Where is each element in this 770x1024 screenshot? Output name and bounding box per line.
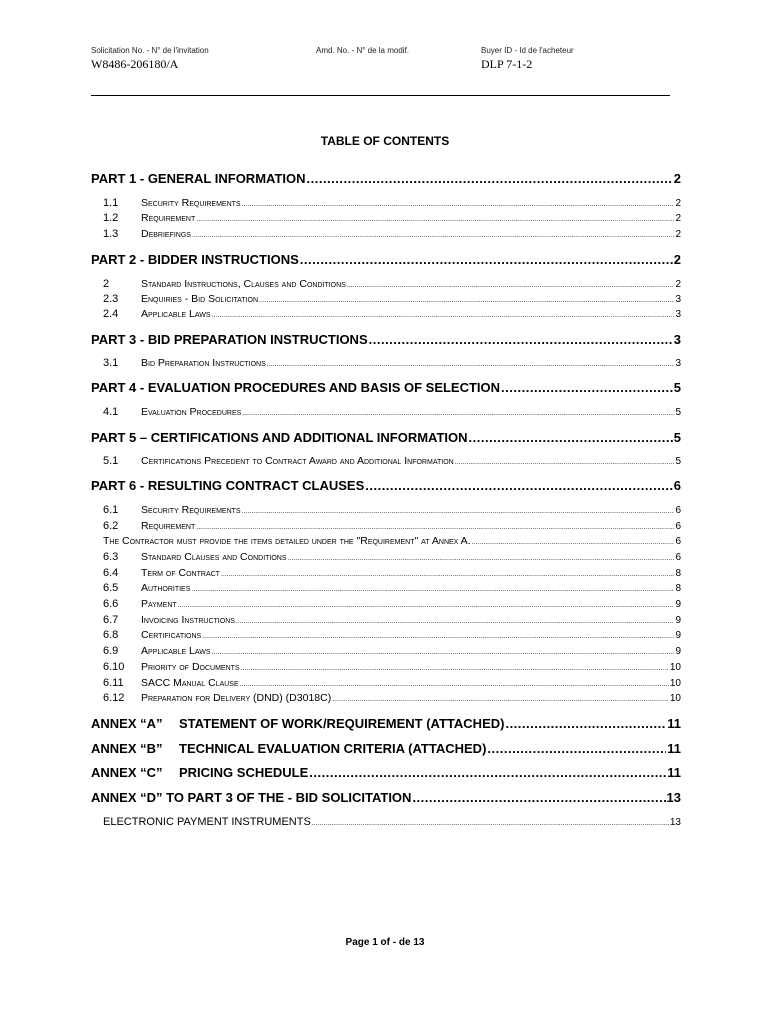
toc-entry-title: Standard Instructions, Clauses and Conditions (141, 278, 346, 290)
leader-dots (469, 430, 673, 445)
toc-annex-c[interactable] (91, 765, 681, 780)
toc-page-number: 2 (673, 171, 681, 186)
toc-entry-1-2[interactable] (91, 212, 681, 224)
toc-page-number: 2 (675, 198, 681, 209)
leader-dots (501, 380, 673, 395)
toc-entry-title: ELECTRONIC PAYMENT INSTRUMENTS (103, 816, 311, 828)
leader-dots (412, 790, 665, 805)
toc-entry-6-4[interactable] (91, 567, 681, 579)
toc-page-number: 13 (669, 817, 681, 828)
leader-dots (332, 696, 669, 703)
toc-page-number: 5 (675, 407, 681, 418)
toc-entry-number: 6.3 (103, 551, 119, 563)
leader-dots (267, 361, 675, 368)
toc-entry-2-3[interactable] (91, 293, 681, 305)
toc-page-number: 6 (673, 478, 681, 493)
toc-entry-4-1[interactable] (91, 406, 681, 418)
toc-entry-6-12[interactable] (91, 692, 681, 704)
toc-entry-number: 1.3 (103, 228, 119, 240)
toc-page-number: 2 (675, 213, 681, 224)
toc-part-title: PART 6 - RESULTING CONTRACT CLAUSES (91, 478, 365, 493)
toc-page-number: 5 (673, 380, 681, 395)
toc-entry-title: Standard Clauses and Conditions (141, 551, 287, 563)
toc-annex-a[interactable] (91, 716, 681, 731)
toc-page-number: 3 (673, 332, 681, 347)
toc-page-number: 6 (675, 552, 681, 563)
toc-entry-title: Authorities (141, 582, 191, 594)
toc-annex-title: PRICING SCHEDULE (179, 765, 309, 780)
toc-entry-number: 6.4 (103, 567, 119, 579)
toc-entry-6-2[interactable] (91, 520, 681, 532)
toc-page-number: 2 (675, 229, 681, 240)
amendment-label: Amd. No. - N° de la modif. (316, 46, 410, 55)
leader-dots (221, 571, 674, 578)
toc-annex-b[interactable] (91, 741, 681, 756)
toc-entry-number: 2.3 (103, 293, 119, 305)
leader-dots (242, 508, 675, 515)
solicitation-label: Solicitation No. - N° de l'invitation (91, 46, 209, 55)
buyer-id: DLP 7-1-2 (481, 57, 533, 71)
toc-entry-number: 6.6 (103, 598, 119, 610)
toc-page-number: 8 (675, 568, 681, 579)
leader-dots (309, 765, 666, 780)
toc-entry-title: Payment (141, 598, 177, 610)
header-divider (91, 95, 670, 96)
toc-page-number: 8 (675, 583, 681, 594)
toc-entry-number: 6.9 (103, 645, 119, 657)
toc-page-number: 3 (675, 294, 681, 305)
leader-dots (288, 555, 675, 562)
toc-entry-title: Evaluation Procedures (141, 406, 242, 418)
toc-part-title: PART 3 - BID PREPARATION INSTRUCTIONS (91, 332, 368, 347)
toc-entry-6-10[interactable] (91, 661, 681, 673)
toc-entry-5-1[interactable] (91, 455, 681, 467)
leader-dots (312, 820, 669, 827)
toc-entry-title: Requirement (141, 520, 196, 532)
toc-title: TABLE OF CONTENTS (320, 134, 450, 148)
leader-dots (196, 216, 674, 223)
toc-entry-title: Bid Preparation Instructions (141, 357, 266, 369)
toc-entry-title: Applicable Laws (141, 308, 211, 320)
toc-entry-title: Invoicing Instructions (141, 614, 235, 626)
toc-annex-title: STATEMENT OF WORK/REQUIREMENT (ATTACHED) (179, 716, 505, 731)
solicitation-number: W8486-206180/A (91, 57, 179, 71)
toc-page-number: 11 (667, 765, 681, 780)
toc-entry-number: 5.1 (103, 455, 119, 467)
toc-annex-title: ANNEX “D” TO PART 3 OF THE - BID SOLICITATION (91, 790, 412, 805)
toc-entry-title: Certifications Precedent to Contract Award and Additional Information (141, 455, 454, 467)
toc-entry-number: 1.1 (103, 197, 119, 209)
leader-dots (472, 539, 675, 546)
leader-dots (487, 741, 666, 756)
toc-annex-label: ANNEX “C” (91, 765, 163, 780)
toc-entry-number: 6.2 (103, 520, 119, 532)
toc-entry-6-3[interactable] (91, 551, 681, 563)
toc-entry-title: Enquiries - Bid Solicitation (141, 293, 259, 305)
toc-part-6[interactable] (91, 478, 681, 493)
toc-part-4[interactable] (91, 380, 681, 395)
toc-entry-number: 4.1 (103, 406, 119, 418)
leader-dots (212, 649, 675, 656)
toc-entry-title: Security Requirements (141, 197, 241, 209)
toc-entry-6-8[interactable] (91, 629, 681, 641)
toc-entry-number: 6.1 (103, 504, 119, 516)
toc-page-number: 3 (675, 358, 681, 369)
toc-entry-6-6[interactable] (91, 598, 681, 610)
toc-page-number: 5 (673, 430, 681, 445)
leader-dots (196, 524, 674, 531)
toc-part-title: PART 1 - GENERAL INFORMATION (91, 171, 306, 186)
toc-entry-6-7[interactable] (91, 614, 681, 626)
toc-page-number: 2 (675, 279, 681, 290)
toc-page-number: 10 (669, 693, 681, 704)
toc-entry-number: 2.4 (103, 308, 119, 320)
leader-dots (300, 252, 673, 267)
toc-part-title: PART 2 - BIDDER INSTRUCTIONS (91, 252, 299, 267)
toc-entry-title: Certifications (141, 629, 202, 641)
toc-page-number: 6 (675, 536, 681, 547)
toc-annex-title: TECHNICAL EVALUATION CRITERIA (ATTACHED) (179, 741, 487, 756)
toc-annex-label: ANNEX “A” (91, 716, 163, 731)
toc-page-number: 6 (675, 521, 681, 532)
toc-part-3[interactable] (91, 332, 681, 347)
leader-dots (240, 681, 669, 688)
toc-page-number: 9 (675, 646, 681, 657)
toc-part-5[interactable] (91, 430, 681, 445)
toc-page-number: 11 (667, 716, 681, 731)
leader-dots (191, 586, 674, 593)
toc-entry-6-11[interactable] (91, 677, 681, 689)
toc-entry-number: 6.12 (103, 692, 125, 704)
toc-page-number: 10 (669, 662, 681, 673)
toc-entry-title: Term of Contract (141, 567, 220, 579)
leader-dots (242, 201, 675, 208)
toc-entry-number: 2 (103, 278, 110, 290)
leader-dots (369, 332, 673, 347)
toc-entry-title: Applicable Laws (141, 645, 211, 657)
leader-dots (236, 618, 675, 625)
toc-page-number: 9 (675, 630, 681, 641)
toc-page-number: 11 (667, 741, 681, 756)
toc-page-number: 2 (673, 252, 681, 267)
toc-entry-number: 6.7 (103, 614, 119, 626)
toc-entry-number: 6.8 (103, 629, 119, 641)
toc-entry-2-4[interactable] (91, 308, 681, 320)
toc-entry-contractor-items[interactable] (91, 535, 681, 547)
toc-entry-title: Priority of Documents (141, 661, 240, 673)
toc-page-number: 10 (669, 678, 681, 689)
leader-dots (178, 602, 675, 609)
toc-entry-title: The Contractor must provide the items detailed under the "Requirement" at Annex A. (103, 535, 471, 547)
toc-entry-title: SACC Manual Clause (141, 677, 239, 689)
toc-page-number: 5 (675, 456, 681, 467)
toc-entry-number: 1.2 (103, 212, 119, 224)
toc-entry-3-1[interactable] (91, 357, 681, 369)
leader-dots (307, 171, 673, 186)
leader-dots (505, 716, 666, 731)
toc-part-1[interactable] (91, 171, 681, 186)
toc-entry-title: Security Requirements (141, 504, 241, 516)
toc-page-number: 3 (675, 309, 681, 320)
toc-entry-title: Requirement (141, 212, 196, 224)
leader-dots (212, 312, 675, 319)
leader-dots (455, 459, 675, 466)
toc-part-title: PART 4 - EVALUATION PROCEDURES AND BASIS OF SELECTION (91, 380, 501, 395)
toc-page-number: 9 (675, 599, 681, 610)
leader-dots (242, 410, 674, 417)
leader-dots (192, 232, 674, 239)
toc-entry-title: Preparation for Delivery (DND) (D3018C) (141, 692, 332, 704)
toc-annex-label: ANNEX “B” (91, 741, 163, 756)
leader-dots (259, 297, 674, 304)
toc-entry-number: 6.5 (103, 582, 119, 594)
leader-dots (365, 478, 673, 493)
toc-part-2[interactable] (91, 252, 681, 267)
toc-entry-electronic-payment[interactable] (91, 816, 681, 828)
leader-dots (202, 633, 674, 640)
page-footer: Page 1 of - de 13 (345, 937, 425, 948)
buyer-id-label: Buyer ID - Id de l'acheteur (481, 46, 574, 55)
toc-page-number: 13 (666, 790, 681, 805)
toc-entry-number: 6.10 (103, 661, 125, 673)
toc-page-number: 9 (675, 615, 681, 626)
toc-entry-6-5[interactable] (91, 582, 681, 594)
toc-annex-d[interactable] (91, 790, 681, 805)
toc-entry-6-1[interactable] (91, 504, 681, 516)
toc-part-title: PART 5 – CERTIFICATIONS AND ADDITIONAL INFORMATION (91, 430, 468, 445)
toc-page-number: 6 (675, 505, 681, 516)
toc-entry-number: 6.11 (103, 677, 124, 689)
toc-entry-2[interactable] (91, 278, 681, 290)
toc-entry-title: Debriefings (141, 228, 191, 240)
leader-dots (347, 282, 675, 289)
toc-entry-6-9[interactable] (91, 645, 681, 657)
toc-entry-1-3[interactable] (91, 228, 681, 240)
leader-dots (241, 665, 669, 672)
toc-entry-number: 3.1 (103, 357, 119, 369)
toc-entry-1-1[interactable] (91, 197, 681, 209)
